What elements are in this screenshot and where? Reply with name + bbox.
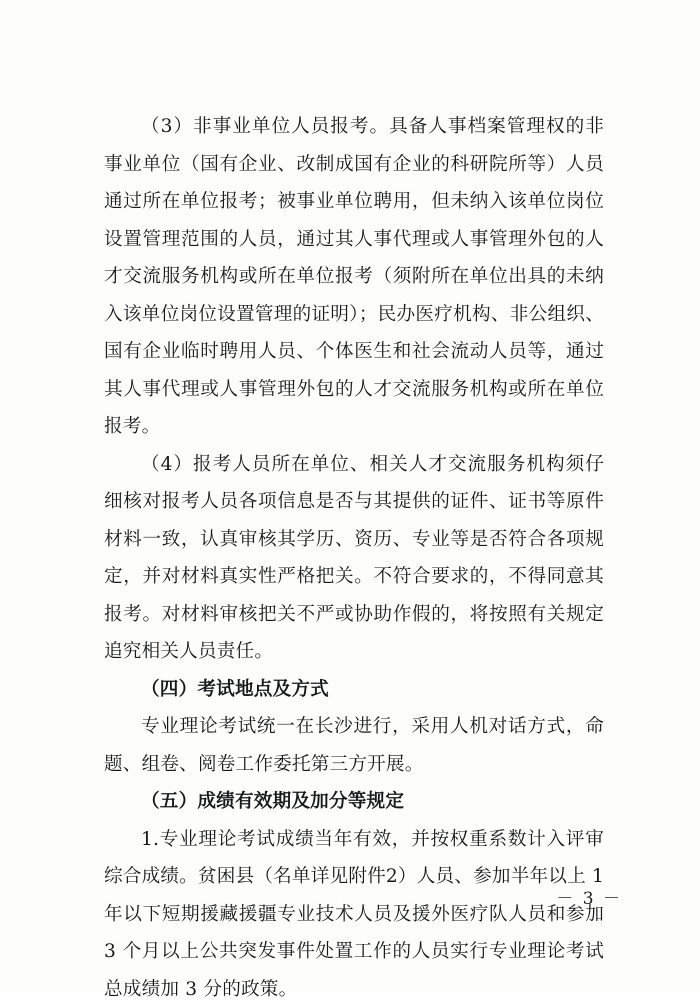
page-body: [104, 108, 604, 1008]
paragraph-score-bonus-policy: 1.专业理论考试成绩当年有效，并按权重系数计入评审综合成绩。贫困县（名单详见附件2）人员、参加半年以上 1 年以下短期援藏援疆专业技术人员及援外医疗队人员和参加 3 个月以上公共突发事件处置工作的人员实行专业理论考试总成绩加 3 分的政策。: [104, 821, 604, 1008]
page-number: － 3 －: [556, 884, 622, 909]
heading-score-validity-and-bonus: （五）成绩有效期及加分等规定: [104, 783, 604, 821]
heading-exam-location-and-method: （四）考试地点及方式: [104, 671, 604, 709]
paragraph-exam-location-body: 专业理论考试统一在长沙进行，采用人机对话方式，命题、组卷、阅卷工作委托第三方开展。: [104, 708, 604, 783]
paragraph-material-verification: （4）报考人员所在单位、相关人才交流服务机构须仔细核对报考人员各项信息是否与其提供的证件、证书等原件材料一致，认真审核其学历、资历、专业等是否符合各项规定，并对材料真实性严格把关。不符合要求的，不得同意其报考。对材料审核把关不严或协助作假的，将按照有关规定追究相关人员责任。: [104, 446, 604, 671]
paragraph-non-institution-applicants: （3）非事业单位人员报考。具备人事档案管理权的非事业单位（国有企业、改制成国有企业的科研院所等）人员通过所在单位报考；被事业单位聘用，但未纳入该单位岗位设置管理范围的人员，通过其人事代理或人事管理外包的人才交流服务机构或所在单位报考（须附所在单位出具的未纳入该单位岗位设置管理的证明）；民办医疗机构、非公组织、国有企业临时聘用人员、个体医生和社会流动人员等，通过其人事代理或人事管理外包的人才交流服务机构或所在单位报考。: [104, 108, 604, 446]
